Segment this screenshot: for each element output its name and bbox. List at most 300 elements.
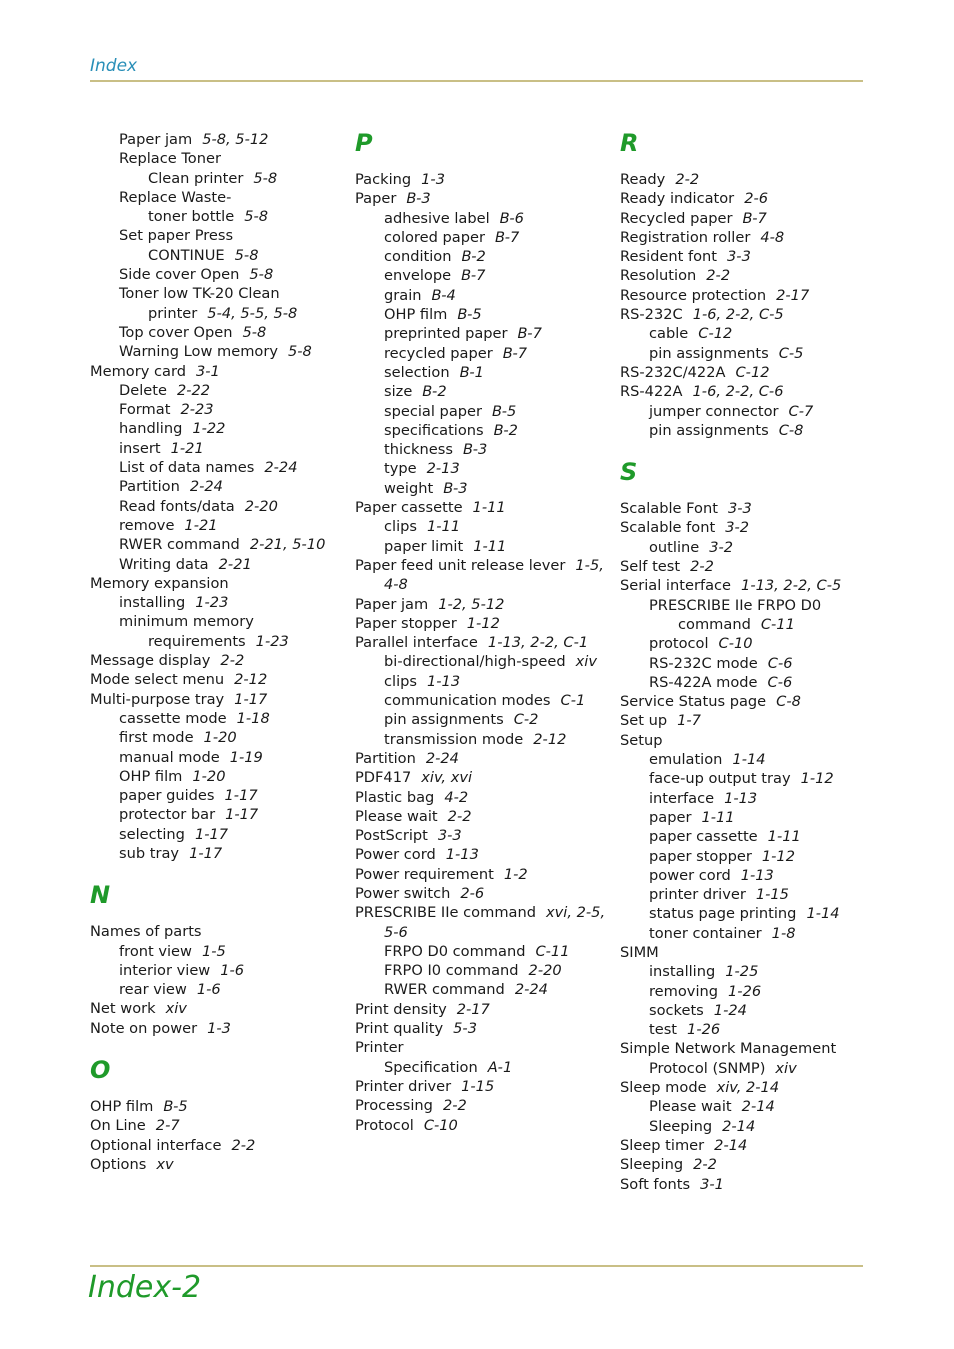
index-entry xyxy=(620,847,860,866)
entry-term: RS-232C mode xyxy=(649,654,758,672)
entry-term: manual mode xyxy=(119,748,220,766)
index-entry xyxy=(620,692,860,711)
entry-term: paper xyxy=(649,808,692,826)
entry-term: communication modes xyxy=(384,692,551,710)
index-entry xyxy=(90,169,330,188)
entry-term: Resource protection xyxy=(620,286,767,304)
entry-term: Packing xyxy=(355,171,412,188)
entry-term: Parallel interface xyxy=(355,634,478,652)
entry-term: Ready indicator xyxy=(620,190,735,208)
entry-pages: 4-8 xyxy=(760,228,785,246)
entry-term: Resolution xyxy=(620,267,697,285)
entry-term: RS-232C xyxy=(620,306,683,324)
index-entry xyxy=(355,479,595,498)
index-entry xyxy=(90,477,330,496)
index-entry xyxy=(355,903,606,922)
entry-term: RS-232C/422A xyxy=(620,363,726,381)
entry-term: Mode select menu xyxy=(90,671,225,689)
index-entry xyxy=(90,342,330,361)
entry-pages: 1-15 xyxy=(755,886,789,904)
entry-pages: 2-22 xyxy=(176,381,211,399)
entry-term: cassette mode xyxy=(119,709,227,727)
index-entry xyxy=(90,632,330,651)
entry-pages: 1-5, xyxy=(575,556,604,574)
index-entry xyxy=(90,1136,330,1155)
entry-term: PRESCRIBE IIe FRPO D0 xyxy=(649,596,822,614)
section-gap xyxy=(90,863,330,876)
index-entry xyxy=(90,304,330,323)
index-entry xyxy=(90,844,330,863)
index-entry xyxy=(620,1155,860,1174)
entry-pages: C-11 xyxy=(535,942,570,960)
index-entry xyxy=(90,651,330,670)
section-letter: O xyxy=(90,1056,111,1085)
entry-pages: 3-1 xyxy=(195,362,220,380)
index-entry xyxy=(90,323,330,342)
entry-term: Clean printer xyxy=(148,169,244,187)
index-entry xyxy=(90,555,330,574)
entry-term: Protocol (SNMP) xyxy=(649,1059,766,1077)
entry-term: Replace Waste- xyxy=(119,188,232,206)
entry-pages: 2-12 xyxy=(234,671,268,689)
index-entry xyxy=(90,690,330,709)
entry-pages: 1-2, 5-12 xyxy=(438,595,505,613)
entry-term: Paper jam xyxy=(119,131,193,148)
index-entry xyxy=(355,1038,595,1057)
entry-pages: 1-20 xyxy=(203,729,237,747)
entry-term: Paper xyxy=(355,190,397,208)
entry-pages: 1-3 xyxy=(421,171,445,188)
entry-pages: 1-6, 2-2, C-5 xyxy=(692,306,784,324)
entry-pages: 1-13 xyxy=(427,672,461,690)
entry-pages: 2-6 xyxy=(744,190,769,208)
index-entry xyxy=(355,768,595,787)
entry-pages: 1-17 xyxy=(234,690,268,708)
index-entry xyxy=(620,904,860,923)
entry-term: Processing xyxy=(355,1097,433,1115)
entry-pages: 3-2 xyxy=(709,538,734,556)
entry-pages: 1-8 xyxy=(771,924,796,942)
entry-pages: 1-17 xyxy=(225,806,259,824)
entry-term: Set paper Press xyxy=(119,227,234,245)
entry-term: paper guides xyxy=(119,787,215,805)
index-entry xyxy=(355,807,595,826)
entry-pages: 1-11 xyxy=(767,828,801,846)
entry-term: Side cover Open xyxy=(119,266,240,284)
index-entry xyxy=(355,421,595,440)
entry-term: OHP film xyxy=(119,767,183,785)
entry-term: Sleeping xyxy=(620,1156,684,1174)
entry-term: Setup xyxy=(620,731,663,749)
entry-term: selection xyxy=(384,363,450,381)
entry-term: paper stopper xyxy=(649,847,752,865)
index-entry xyxy=(355,595,595,614)
entry-pages: B-2 xyxy=(493,421,518,439)
entry-term: RWER command xyxy=(384,981,505,999)
section-letter: R xyxy=(620,129,639,157)
index-entry xyxy=(355,1096,595,1115)
section-gap xyxy=(620,440,860,453)
entry-pages: 1-2 xyxy=(503,865,528,883)
entry-pages: 2-23 xyxy=(180,401,214,419)
entry-term: pin assignments xyxy=(649,344,769,362)
index-entry xyxy=(620,1175,860,1194)
entry-pages: 2-2 xyxy=(447,807,472,825)
entry-pages: 2-24 xyxy=(425,749,459,767)
index-entry xyxy=(90,961,330,980)
index-entry xyxy=(620,924,860,943)
entry-pages: 4-2 xyxy=(444,788,469,806)
index-entry xyxy=(620,421,860,440)
index-entry xyxy=(620,673,860,692)
index-entry xyxy=(355,749,595,768)
index-entry xyxy=(620,266,860,285)
entry-term: sub tray xyxy=(119,844,180,862)
entry-term: Ready xyxy=(620,171,666,188)
index-entry xyxy=(90,825,330,844)
entry-term: printer driver xyxy=(649,886,746,904)
entry-pages: 2-12 xyxy=(533,730,567,748)
entry-term: Paper stopper xyxy=(355,614,457,632)
entry-pages: 2-2 xyxy=(693,1156,717,1174)
entry-term: Partition xyxy=(355,749,416,767)
entry-pages: 2-2 xyxy=(220,652,245,670)
entry-pages: C-1 xyxy=(560,692,586,710)
entry-term: emulation xyxy=(649,751,723,769)
entry-term: FRPO D0 command xyxy=(384,942,526,960)
index-entry xyxy=(90,999,330,1018)
index-entry xyxy=(620,1039,860,1058)
entry-term: sockets xyxy=(649,1001,704,1019)
entry-pages: xiv, xvi xyxy=(421,769,473,787)
entry-pages: B-7 xyxy=(461,267,486,285)
index-entry xyxy=(90,400,330,419)
entry-pages: 2-20 xyxy=(244,497,278,515)
index-entry xyxy=(620,363,860,382)
index-entry xyxy=(355,556,604,575)
index-entry xyxy=(620,1136,860,1155)
entry-term: bi-directional/high-speed xyxy=(384,653,566,671)
entry-term: rear view xyxy=(119,981,187,999)
entry-pages: 5-8 xyxy=(249,266,274,284)
index-entry xyxy=(620,344,860,363)
entry-pages: 5-4, 5-5, 5-8 xyxy=(207,304,298,322)
index-entry xyxy=(90,188,330,207)
index-entry xyxy=(620,885,860,904)
entry-pages: 1-18 xyxy=(236,709,270,727)
entry-term: Memory expansion xyxy=(90,574,229,592)
entry-term: Set up xyxy=(620,712,668,730)
index-entry xyxy=(620,247,860,266)
index-entry xyxy=(90,226,330,245)
entry-pages: 1-19 xyxy=(229,748,263,766)
entry-pages: xv xyxy=(156,1155,174,1173)
entry-pages: xiv xyxy=(575,653,597,671)
entry-pages: 1-13, 2-2, C-5 xyxy=(741,577,842,595)
entry-term: Plastic bag xyxy=(355,788,435,806)
entry-pages: 1-15 xyxy=(461,1077,495,1095)
index-entry xyxy=(620,209,860,228)
index-entry xyxy=(355,537,595,556)
entry-pages: 1-17 xyxy=(189,844,223,862)
entry-pages: 1-22 xyxy=(192,420,226,438)
index-entry xyxy=(90,709,330,728)
entry-term: command xyxy=(678,615,751,633)
entry-pages: 2-24 xyxy=(514,981,548,999)
index-entry xyxy=(90,207,330,226)
entry-term: Replace Toner xyxy=(119,150,221,168)
index-entry xyxy=(355,691,595,710)
entry-pages: 2-2 xyxy=(231,1136,256,1154)
entry-term: Protocol xyxy=(355,1116,414,1134)
entry-term: toner bottle xyxy=(148,208,235,226)
entry-term: Read fonts/data xyxy=(119,497,235,515)
entry-term: Power cord xyxy=(355,846,436,864)
index-entry xyxy=(355,788,595,807)
index-entry xyxy=(620,769,860,788)
entry-pages: B-3 xyxy=(462,441,488,459)
entry-term: minimum memory xyxy=(119,613,254,631)
entry-term: grain xyxy=(384,286,422,304)
entry-pages: B-4 xyxy=(431,286,456,304)
index-entry xyxy=(90,922,330,941)
entry-pages: 1-26 xyxy=(687,1021,721,1039)
entry-pages: 2-7 xyxy=(155,1117,180,1135)
index-entry xyxy=(620,305,860,324)
index-column-1 xyxy=(90,130,330,1174)
entry-pages: 1-12 xyxy=(800,770,834,788)
entry-pages: 5-8 xyxy=(234,246,259,264)
index-entry xyxy=(355,228,595,247)
entry-term: size xyxy=(384,383,413,401)
entry-term: insert xyxy=(119,439,161,457)
index-entry xyxy=(620,962,860,981)
index-entry xyxy=(355,961,595,980)
index-entry xyxy=(620,596,860,615)
entry-pages: B-1 xyxy=(459,363,484,381)
index-entry xyxy=(90,574,330,593)
entry-term: printer xyxy=(148,304,198,322)
entry-pages: xiv xyxy=(775,1059,797,1077)
entry-term: handling xyxy=(119,420,183,438)
entry-term: Resident font xyxy=(620,248,718,266)
index-entry xyxy=(620,750,860,769)
header-title: Index xyxy=(90,56,138,76)
entry-term: colored paper xyxy=(384,228,485,246)
entry-term: Warning Low memory xyxy=(119,343,278,361)
entry-pages: 1-13 xyxy=(724,789,758,807)
index-entry xyxy=(355,305,595,324)
entry-pages: 1-13, 2-2, C-1 xyxy=(487,634,589,652)
entry-term: face-up output tray xyxy=(649,770,791,788)
entry-term: adhesive label xyxy=(384,209,490,227)
index-entry xyxy=(355,845,595,864)
entry-term: transmission mode xyxy=(384,730,524,748)
entry-term: cable xyxy=(649,325,689,343)
index-entry xyxy=(355,1000,595,1019)
index-entry xyxy=(90,535,330,554)
entry-pages: 5-3 xyxy=(453,1020,477,1038)
entry-term: Names of parts xyxy=(90,923,202,941)
entry-term: Writing data xyxy=(119,555,209,573)
index-entry xyxy=(620,1059,860,1078)
index-entry xyxy=(90,980,330,999)
index-entry xyxy=(90,1019,330,1038)
entry-term: Power switch xyxy=(355,884,451,902)
entry-term: Toner low TK-20 Clean xyxy=(119,285,280,303)
index-entry xyxy=(355,517,595,536)
index-column-2 xyxy=(355,124,606,1135)
entry-term: Recycled paper xyxy=(620,209,733,227)
entry-pages: 2-2 xyxy=(706,267,731,285)
index-entry xyxy=(90,458,330,477)
entry-pages: 1-6 xyxy=(196,981,221,999)
index-entry xyxy=(620,324,860,343)
entry-pages: 2-20 xyxy=(528,962,562,980)
entry-pages: C-2 xyxy=(513,711,539,729)
entry-pages: 2-2 xyxy=(675,171,700,188)
entry-pages: 2-13 xyxy=(426,460,460,478)
entry-pages: C-12 xyxy=(698,325,733,343)
entry-pages: 5-8 xyxy=(288,343,312,361)
index-entry xyxy=(620,1001,860,1020)
entry-term: FRPO I0 command xyxy=(384,962,519,980)
entry-pages: 1-13 xyxy=(740,866,774,884)
entry-term: clips xyxy=(384,518,417,536)
index-entry xyxy=(355,614,595,633)
entry-term: Sleep mode xyxy=(620,1079,707,1097)
index-entry xyxy=(90,1097,330,1116)
index-entry xyxy=(355,286,595,305)
entry-pages: 5-8 xyxy=(242,323,267,341)
entry-term: Scalable Font xyxy=(620,500,718,518)
entry-pages: 1-14 xyxy=(732,751,766,769)
entry-term: Scalable font xyxy=(620,519,716,537)
index-entry xyxy=(90,516,330,535)
footer-rule xyxy=(90,1265,863,1267)
index-column-3 xyxy=(620,124,860,1194)
index-entry xyxy=(355,459,595,478)
entry-term: RWER command xyxy=(119,536,240,554)
index-entry xyxy=(620,499,860,518)
entry-term: Note on power xyxy=(90,1019,198,1037)
entry-pages: B-3 xyxy=(443,479,468,497)
entry-term: jumper connector xyxy=(649,402,779,420)
entry-pages: 1-6, 2-2, C-6 xyxy=(692,383,784,401)
entry-term: recycled paper xyxy=(384,344,493,362)
entry-pages: C-7 xyxy=(788,402,814,420)
entry-pages: 1-12 xyxy=(466,614,500,632)
entry-pages: xiv xyxy=(165,1000,187,1018)
entry-pages: B-7 xyxy=(517,325,542,343)
entry-pages: C-10 xyxy=(718,635,753,653)
index-entry xyxy=(355,498,595,517)
entry-term: Format xyxy=(119,401,171,419)
entry-pages: 2-6 xyxy=(460,884,485,902)
entry-term: pin assignments xyxy=(384,711,504,729)
index-entry xyxy=(90,593,330,612)
entry-term: selecting xyxy=(119,825,185,843)
entry-pages: C-10 xyxy=(423,1116,458,1134)
entry-pages: 2-14 xyxy=(714,1136,748,1154)
entry-term: Registration roller xyxy=(620,228,751,246)
entry-pages: 5-8, 5-12 xyxy=(202,131,269,148)
entry-pages: B-5 xyxy=(492,402,517,420)
index-entry xyxy=(355,324,595,343)
index-entry xyxy=(355,189,595,208)
entry-pages: 1-20 xyxy=(192,767,226,785)
index-entry xyxy=(355,942,595,961)
entry-term: Paper feed unit release lever xyxy=(355,556,566,574)
index-entry xyxy=(355,247,595,266)
index-entry xyxy=(620,170,860,189)
index-entry xyxy=(355,884,595,903)
index-entry xyxy=(355,1058,595,1077)
index-entry xyxy=(620,1097,860,1116)
entry-term: condition xyxy=(384,248,452,266)
index-entry xyxy=(90,497,330,516)
entry-term: protocol xyxy=(649,635,709,653)
entry-pages: 1-11 xyxy=(472,499,506,517)
index-entry xyxy=(355,440,595,459)
entry-pages: 2-2 xyxy=(442,1097,467,1115)
entry-term: installing xyxy=(649,963,716,981)
entry-term: specifications xyxy=(384,421,484,439)
entry-pages: 2-2 xyxy=(690,558,714,576)
index-entry xyxy=(90,130,330,149)
index-entry xyxy=(355,672,595,691)
index-entry xyxy=(620,576,860,595)
section-gap xyxy=(90,1038,330,1051)
entry-pages: 1-7 xyxy=(677,712,701,730)
entry-term: clips xyxy=(384,672,417,690)
entry-pages: 3-2 xyxy=(725,519,750,537)
entry-term: weight xyxy=(384,479,434,497)
entry-term: Net work xyxy=(90,1000,156,1018)
entry-pages: 5-8 xyxy=(253,169,278,187)
index-entry xyxy=(355,652,595,671)
entry-term: Print density xyxy=(355,1000,447,1018)
entry-pages: 3-3 xyxy=(727,500,752,518)
index-entry xyxy=(620,982,860,1001)
index-entry xyxy=(90,612,330,631)
entry-term: PostScript xyxy=(355,827,428,845)
entry-term: Optional interface xyxy=(90,1136,222,1154)
entry-term: Top cover Open xyxy=(119,323,233,341)
entry-term: Please wait xyxy=(649,1098,732,1116)
entry-pages: 2-17 xyxy=(776,286,810,304)
index-entry xyxy=(620,711,860,730)
entry-pages: 1-11 xyxy=(473,537,507,555)
index-entry xyxy=(355,170,595,189)
entry-term: Sleeping xyxy=(649,1117,713,1135)
entry-term: installing xyxy=(119,594,186,612)
entry-term: special paper xyxy=(384,402,483,420)
entry-term: Partition xyxy=(119,478,180,496)
index-entry xyxy=(90,246,330,265)
entry-pages: 5-6 xyxy=(384,923,408,941)
entry-term: Sleep timer xyxy=(620,1136,705,1154)
index-entry xyxy=(620,654,860,673)
entry-term: Power requirement xyxy=(355,865,494,883)
entry-term: envelope xyxy=(384,267,452,285)
entry-pages: 1-5 xyxy=(201,942,226,960)
index-entry xyxy=(620,1078,860,1097)
index-entry xyxy=(355,344,595,363)
entry-pages: 1-11 xyxy=(427,518,461,536)
entry-term: Simple Network Management xyxy=(620,1040,837,1058)
entry-term: OHP film xyxy=(384,306,448,324)
